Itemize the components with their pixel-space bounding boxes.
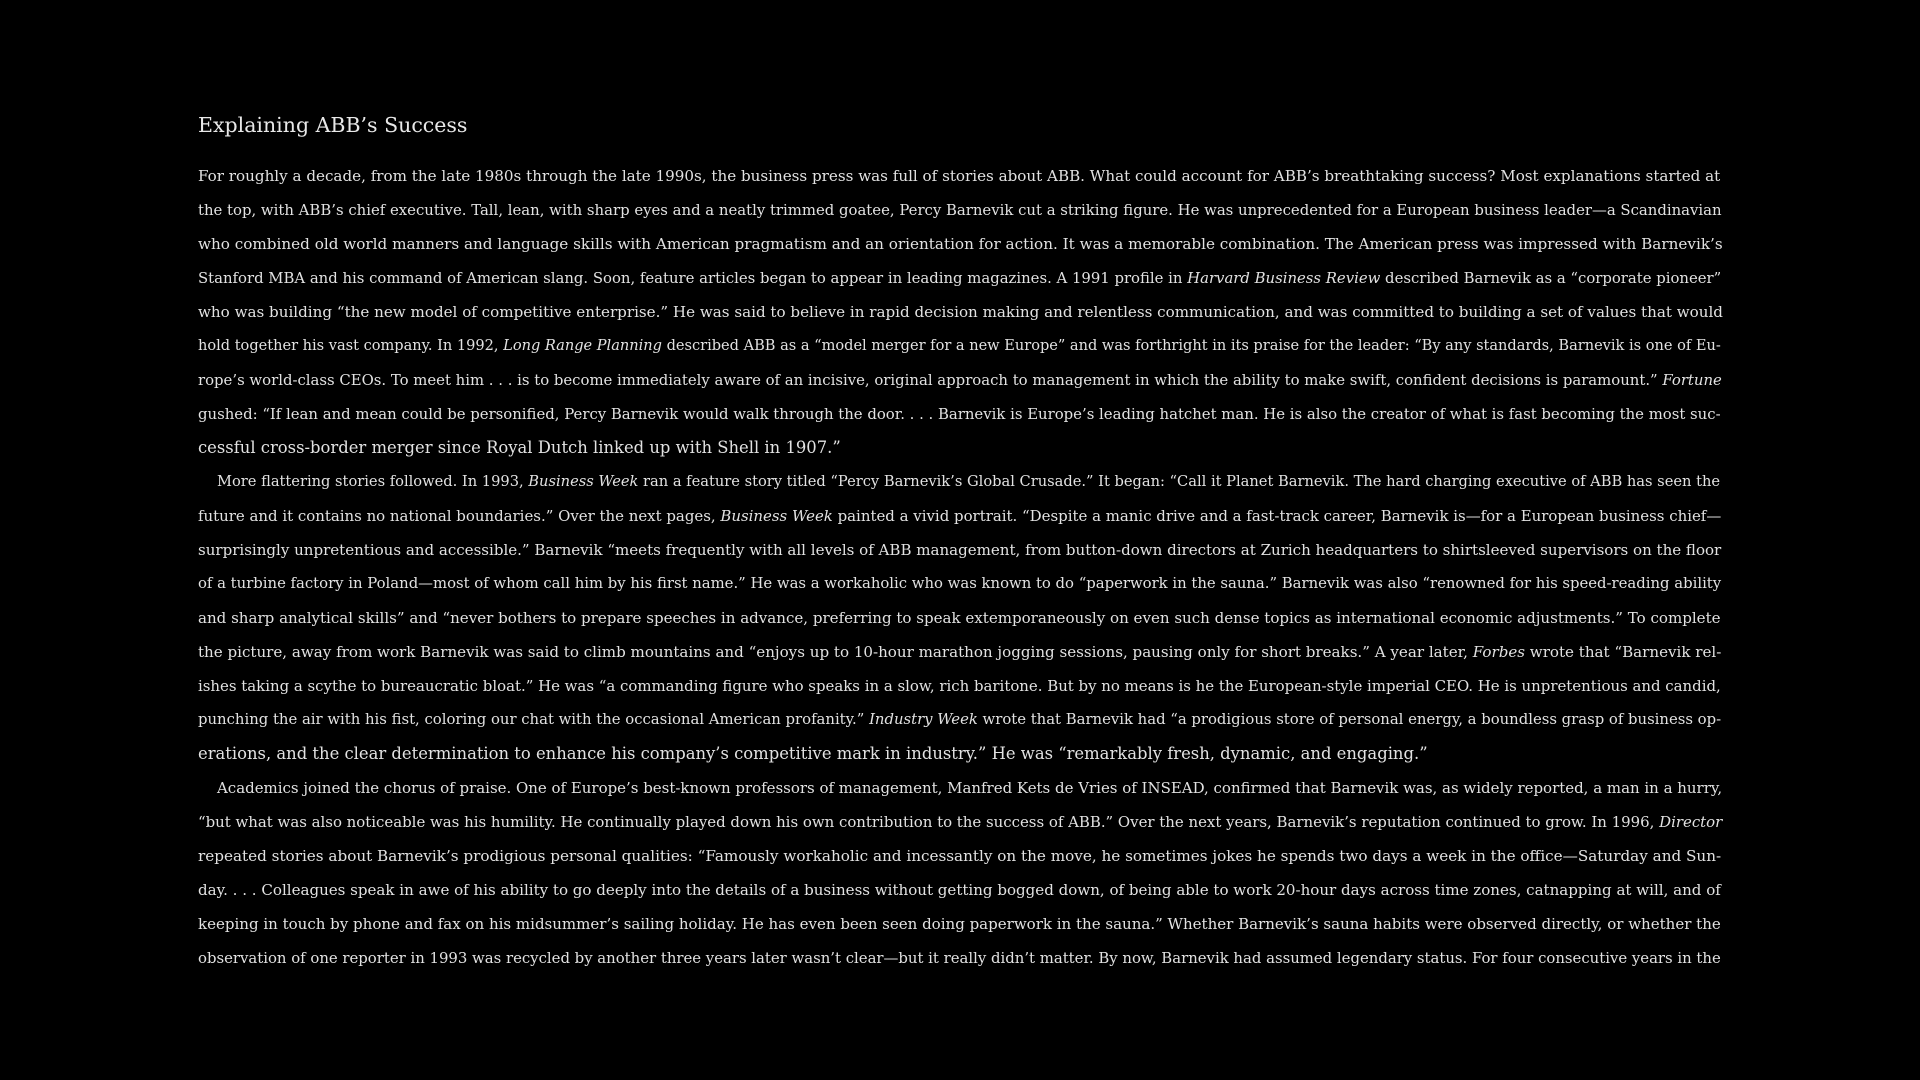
italic-title: Business Week <box>720 507 833 525</box>
text-segment: More flattering stories followed. In 1993, <box>217 473 529 490</box>
text-segment: punching the air with his fist, coloring our chat with the occasional American profanity.” <box>198 711 870 728</box>
text-segment: gushed: “If lean and mean could be personified, Percy Barnevik would walk through the door. . . . Barnevik is Europe’s leading hatchet man. He is also the creator of what is fast becoming the most suc- <box>198 405 1721 423</box>
text-segment: For roughly a decade, from the late 1980s through the late 1990s, the business press was full of stories about ABB. What could account for ABB’s breathtaking success? Most explanations started at <box>198 167 1721 185</box>
text-line <box>198 193 1722 227</box>
text-segment: of a turbine factory in Poland—most of whom call him by his first name.” He was a workaholic who was known to do “paperwork in the sauna.” Barnevik was also “renowned for his speed-reading ability <box>198 575 1722 592</box>
text-segment: erations, and the clear determination to enhance his company’s competitive mark in industry.” He was “remarkably fresh, dynamic, and engaging.” <box>198 744 1428 763</box>
text-segment: painted a vivid portrait. “Despite a manic drive and a fast-track career, Barnevik is—for a European business chief— <box>832 507 1722 525</box>
text-segment: wrote that Barnevik had “a prodigious store of personal energy, a boundless grasp of business op- <box>977 711 1722 728</box>
text-line <box>198 907 1722 941</box>
paragraph-first-line <box>198 465 1722 499</box>
italic-title: Director <box>1659 813 1723 831</box>
text-segment: wrote that “Barnevik rel- <box>1525 643 1722 661</box>
italic-title: Harvard Business Review <box>1187 269 1381 287</box>
text-segment: the picture, away from work Barnevik was said to climb mountains and “enjoys up to 10-hour marathon jogging sessions, pausing only for short breaks.” A year later, <box>198 643 1473 661</box>
text-line <box>198 159 1722 193</box>
text-line <box>198 703 1722 737</box>
text-line <box>198 601 1722 635</box>
text-line <box>198 363 1722 397</box>
text-segment: observation of one reporter in 1993 was recycled by another three years later wasn’t clear—but it really didn’t matter. By now, Barnevik had assumed legendary status. For four consecutive years in the <box>198 949 1721 967</box>
text-segment: described Barnevik as a “corporate pioneer” <box>1380 269 1722 287</box>
paragraph-first-line <box>198 771 1722 805</box>
text-line <box>198 839 1722 873</box>
text-line <box>198 533 1722 567</box>
italic-title: Fortune <box>1662 371 1722 389</box>
text-segment: who combined old world manners and language skills with American pragmatism and an orientation for action. It was a memorable combination. The American press was impressed with Barnevik’s <box>198 235 1723 253</box>
text-segment: rope’s world-class CEOs. To meet him . . . is to become immediately aware of an incisive, original approach to management in which the ability to make swift, confident decisions is paramount.” <box>198 371 1663 389</box>
text-segment: surprisingly unpretentious and accessible.” Barnevik “meets frequently with all levels of ABB management, from button-down directors at Zurich headquarters to shirtsleeved supervisors on the floor <box>198 541 1722 559</box>
text-line <box>198 567 1722 601</box>
text-segment: repeated stories about Barnevik’s prodigious personal qualities: “Famously workaholic and incessantly on the move, he sometimes jokes he spends two days a week in the office—Saturday and Sun- <box>198 847 1722 865</box>
text-line <box>198 295 1722 329</box>
italic-title: Long Range Planning <box>503 337 662 354</box>
text-segment: ishes taking a scythe to bureaucratic bloat.” He was “a commanding figure who speaks in a slow, rich baritone. But by no means is he the European-style imperial CEO. He is unpretentious and candid, <box>198 677 1721 695</box>
text-line <box>198 261 1722 295</box>
text-line <box>198 941 1722 975</box>
text-segment: day. . . . Colleagues speak in awe of his ability to go deeply into the details of a business without getting bogged down, of being able to work 20-hour days across time zones, catnapping at will, and of <box>198 881 1721 899</box>
text-line <box>198 431 1722 465</box>
body-text <box>198 159 1722 975</box>
text-segment: hold together his vast company. In 1992, <box>198 337 504 354</box>
text-line <box>198 635 1722 669</box>
italic-title: Forbes <box>1472 643 1526 661</box>
text-segment: future and it contains no national boundaries.” Over the next pages, <box>198 507 721 525</box>
text-segment: ran a feature story titled “Percy Barnevik’s Global Crusade.” It began: “Call it Planet Barnevik. The hard charging executive of ABB has seen the <box>638 473 1721 490</box>
text-segment: Stanford MBA and his command of American slang. Soon, feature articles began to appear in leading magazines. A 1991 profile in <box>198 269 1188 287</box>
text-segment: and sharp analytical skills” and “never bothers to prepare speeches in advance, preferring to speak extemporaneously on even such dense topics as international economic adjustments.” To complete <box>198 609 1721 627</box>
text-segment: “but what was also noticeable was his humility. He continually played down his own contribution to the success of ABB.” Over the next years, Barnevik’s reputation continued to grow. In 1996, <box>198 813 1660 831</box>
document-page <box>198 108 1722 975</box>
text-line <box>198 329 1722 363</box>
text-line <box>198 227 1722 261</box>
text-line <box>198 499 1722 533</box>
text-segment: keeping in touch by phone and fax on his midsummer’s sailing holiday. He has even been seen doing paperwork in the sauna.” Whether Barnevik’s sauna habits were observed directly, or whether the <box>198 915 1721 933</box>
text-segment: described ABB as a “model merger for a new Europe” and was forthright in its praise for the leader: “By any standards, Barnevik is one of Eu- <box>661 337 1721 354</box>
italic-title: Industry Week <box>869 711 978 728</box>
text-line <box>198 805 1722 839</box>
text-line <box>198 669 1722 703</box>
text-segment: the top, with ABB’s chief executive. Tall, lean, with sharp eyes and a neatly trimmed goatee, Percy Barnevik cut a striking figure. He was unprecedented for a European business leader—a Scandinavian <box>198 201 1722 219</box>
text-segment: Academics joined the chorus of praise. One of Europe’s best-known professors of management, Manfred Kets de Vries of INSEAD, confirmed that Barnevik was, as widely reported, a man in a hurry, <box>217 779 1723 797</box>
text-segment: cessful cross-border merger since Royal Dutch linked up with Shell in 1907.” <box>198 438 841 457</box>
section-heading: Explaining ABB’s Success <box>198 113 468 137</box>
text-line <box>198 737 1722 771</box>
italic-title: Business Week <box>528 473 639 490</box>
text-line <box>198 873 1722 907</box>
text-line <box>198 397 1722 431</box>
text-segment: who was building “the new model of competitive enterprise.” He was said to believe in rapid decision making and relentless communication, and was committed to building a set of values that would <box>198 303 1723 321</box>
